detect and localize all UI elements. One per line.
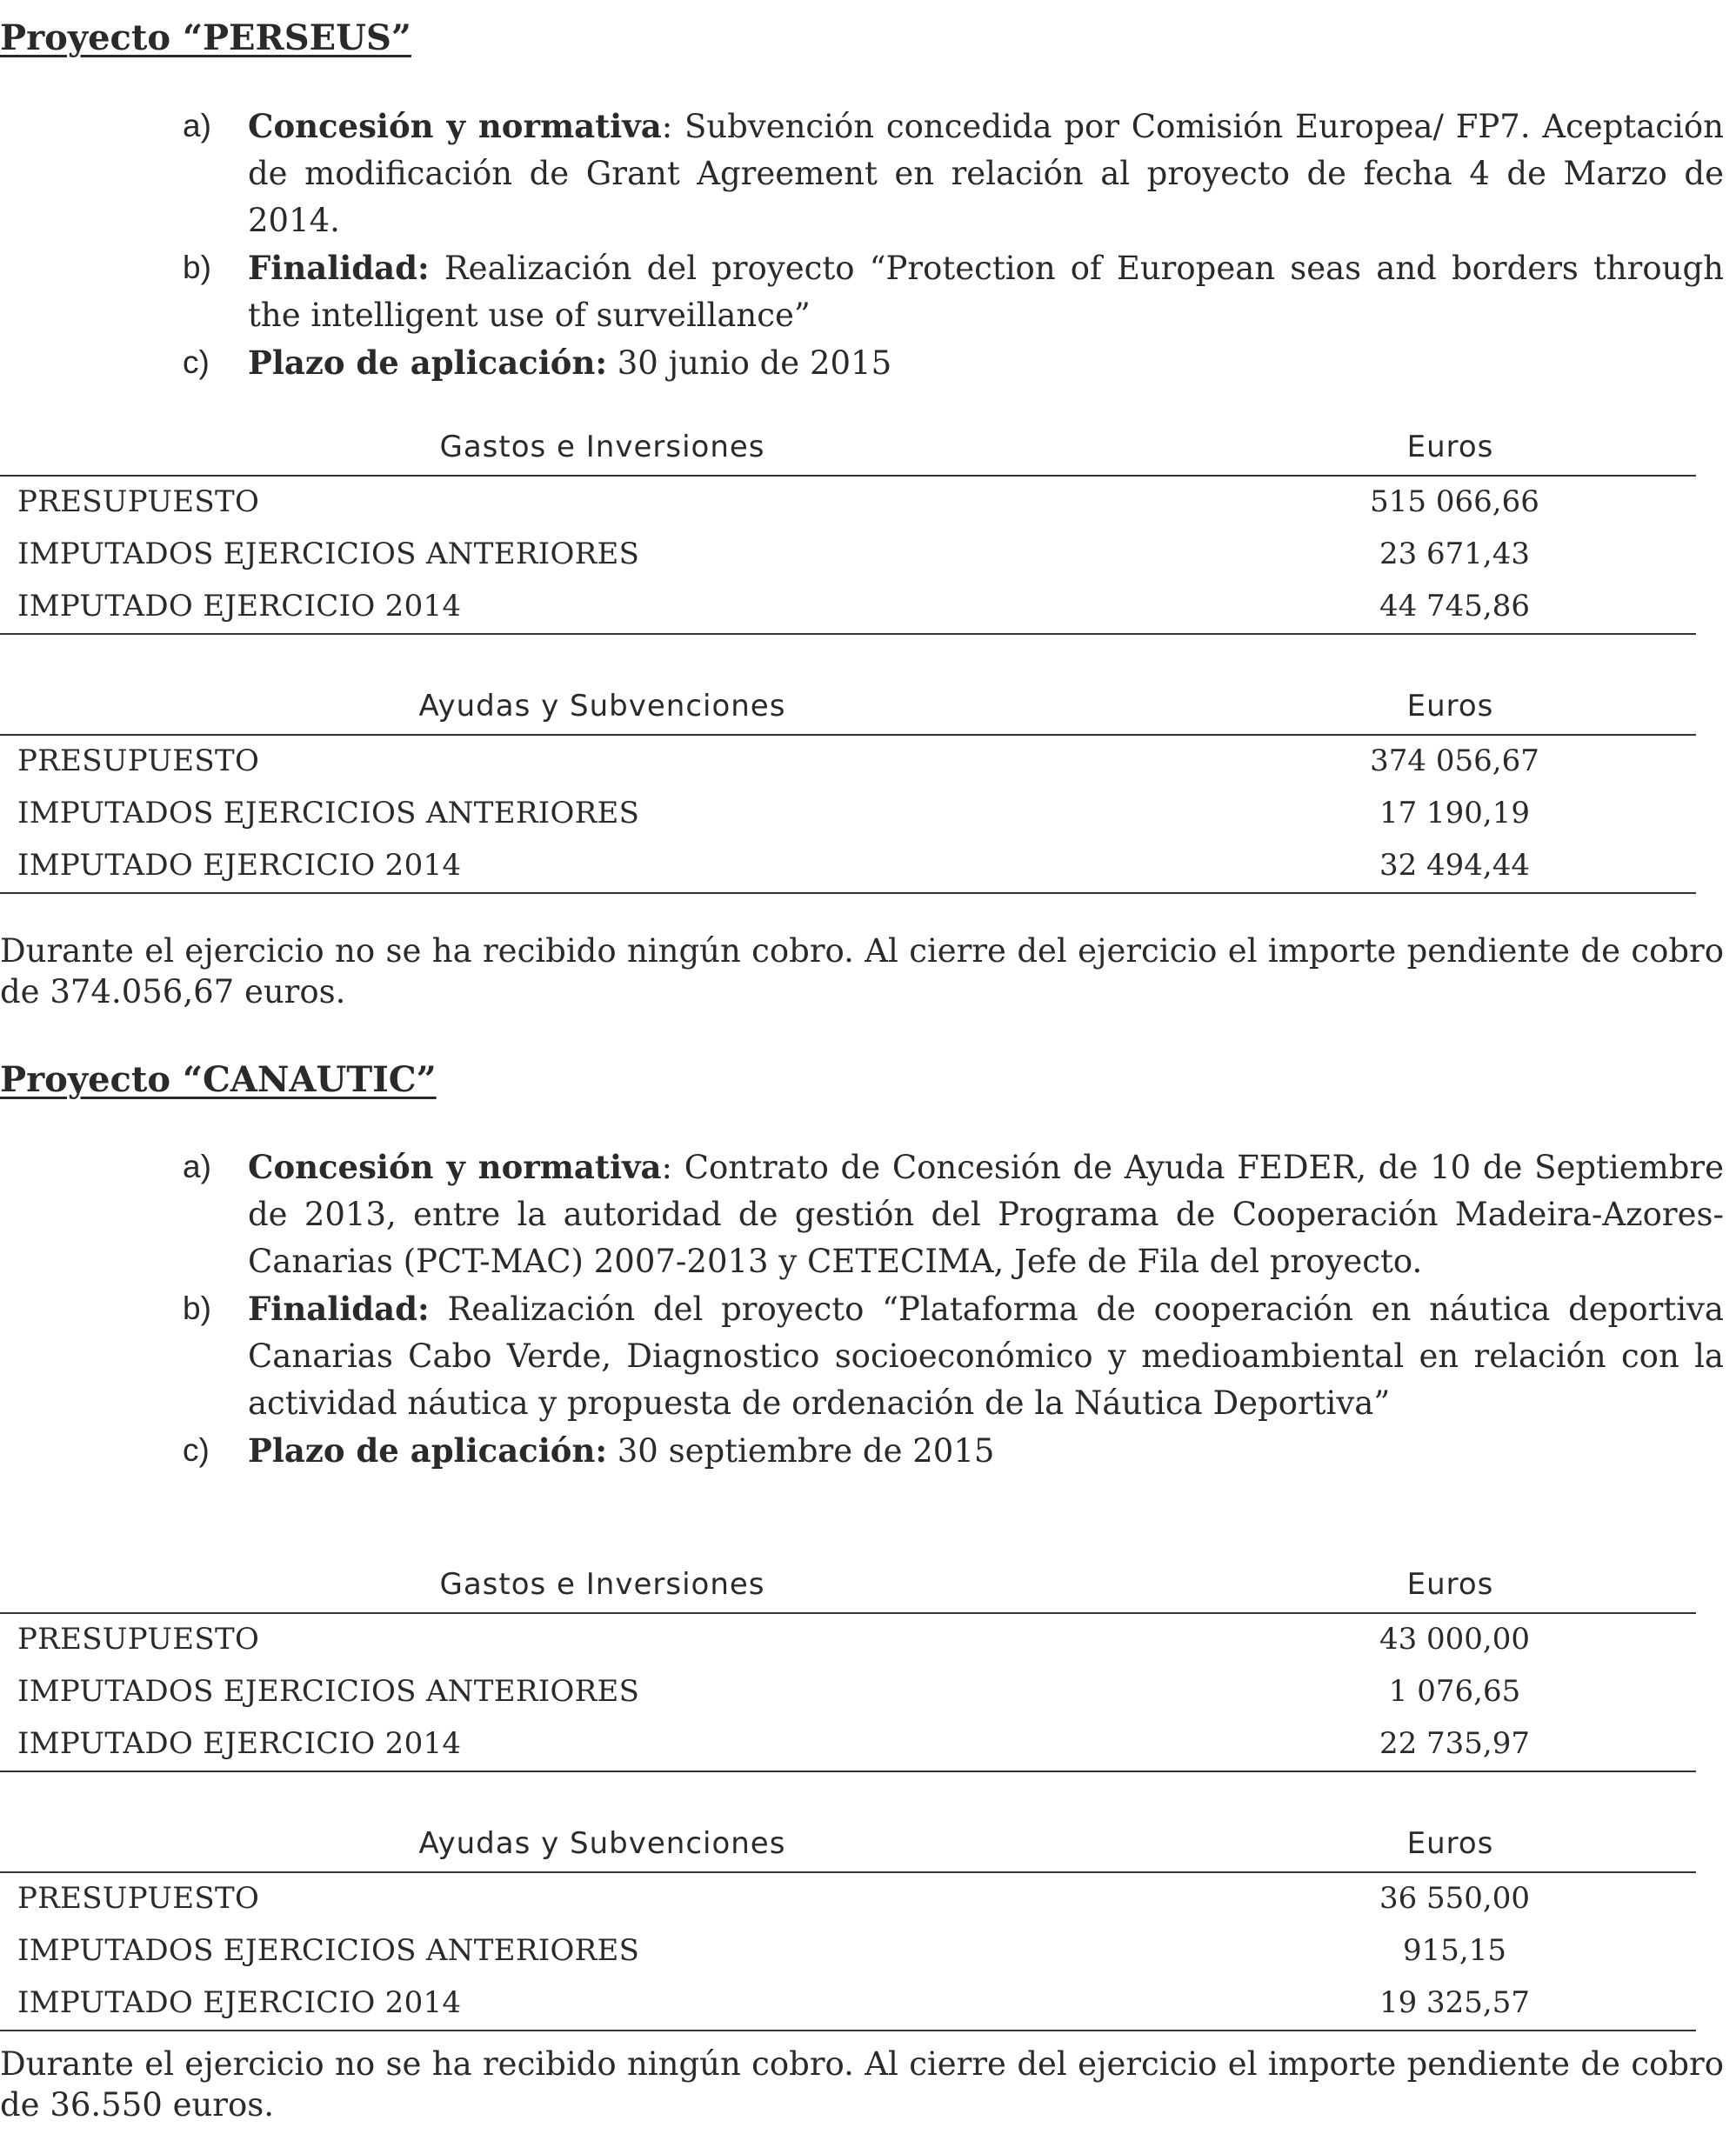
table-row <box>0 529 1696 581</box>
detail-item-finalidad <box>183 1285 1724 1427</box>
item-separator: : <box>661 1149 684 1186</box>
table-row <box>0 1666 1696 1718</box>
row-label: IMPUTADO EJERCICIO 2014 <box>17 1726 462 1761</box>
row-value: 19 325,57 <box>1379 1985 1531 2020</box>
item-text: Realización del proyecto “Protection of European seas and borders through the intelligent use of surveillance” <box>248 250 1724 334</box>
table-header-euros: Euros <box>1406 1826 1494 1861</box>
item-separator <box>607 1432 618 1470</box>
detail-item-concesion <box>183 1144 1724 1285</box>
row-value: 23 671,43 <box>1379 537 1531 571</box>
item-label: Plazo de aplicación: <box>248 343 607 382</box>
item-label: Concesión y normativa <box>248 107 662 145</box>
table-header-euros: Euros <box>1406 1567 1494 1602</box>
item-separator <box>430 250 444 287</box>
item-separator <box>430 1290 448 1328</box>
row-label: IMPUTADO EJERCICIO 2014 <box>17 1985 462 2020</box>
table-header-label: Ayudas y Subvenciones <box>418 689 786 724</box>
table-bottom-rule <box>0 1771 1696 1772</box>
table-row <box>0 477 1696 529</box>
row-label: IMPUTADOS EJERCICIOS ANTERIORES <box>17 796 640 830</box>
row-label: IMPUTADOS EJERCICIOS ANTERIORES <box>17 1674 640 1709</box>
table-row <box>0 1873 1696 1925</box>
row-value: 1 076,65 <box>1388 1674 1521 1709</box>
item-marker: c) <box>183 344 210 380</box>
table-header-label: Ayudas y Subvenciones <box>418 1826 786 1861</box>
detail-item-plazo <box>183 1427 1724 1475</box>
row-label: PRESUPUESTO <box>17 1881 260 1916</box>
table-header <box>0 684 1696 736</box>
row-value: 36 550,00 <box>1379 1881 1531 1916</box>
table-gastos-perseus <box>0 424 1696 635</box>
item-marker: b) <box>183 1290 211 1326</box>
table-header-euros: Euros <box>1406 689 1494 724</box>
row-value: 44 745,86 <box>1379 589 1531 624</box>
item-marker: c) <box>183 1432 210 1468</box>
item-label: Finalidad: <box>248 1290 430 1328</box>
row-value: 43 000,00 <box>1379 1622 1531 1657</box>
item-text: 30 junio de 2015 <box>617 344 892 382</box>
row-label: IMPUTADO EJERCICIO 2014 <box>17 848 462 883</box>
row-label: IMPUTADOS EJERCICIOS ANTERIORES <box>17 537 640 571</box>
item-label: Plazo de aplicación: <box>248 1431 607 1470</box>
item-label: Finalidad: <box>248 249 430 287</box>
table-gastos-canautic <box>0 1562 1696 1772</box>
row-value: 515 066,66 <box>1370 484 1539 519</box>
item-separator: : <box>661 108 684 145</box>
table-row <box>0 1718 1696 1771</box>
row-value: 374 056,67 <box>1370 744 1539 778</box>
cobro-note-perseus: Durante el ejercicio no se ha recibido ningún cobro. Al cierre del ejercicio el importe pendiente de cobro de 374.056,67 euros. <box>0 932 1724 1010</box>
table-header-label: Gastos e Inversiones <box>439 1567 765 1602</box>
cobro-note-canautic: Durante el ejercicio no se ha recibido ningún cobro. Al cierre del ejercicio el importe pendiente de cobro de 36.550 euros. <box>0 2045 1724 2124</box>
row-value: 22 735,97 <box>1379 1726 1531 1761</box>
table-bottom-rule <box>0 892 1696 894</box>
table-header <box>0 424 1696 477</box>
table-header <box>0 1562 1696 1614</box>
table-header-label: Gastos e Inversiones <box>439 430 765 464</box>
table-row <box>0 736 1696 788</box>
table-bottom-rule <box>0 2030 1696 2031</box>
row-label: PRESUPUESTO <box>17 744 260 778</box>
project-details-canautic <box>183 1144 1724 1475</box>
table-row <box>0 1614 1696 1666</box>
row-label: IMPUTADO EJERCICIO 2014 <box>17 589 462 624</box>
table-ayudas-perseus <box>0 684 1696 894</box>
row-label: IMPUTADOS EJERCICIOS ANTERIORES <box>17 1933 640 1968</box>
project-details-perseus <box>183 103 1724 387</box>
row-label: PRESUPUESTO <box>17 484 260 519</box>
item-marker: a) <box>183 108 211 143</box>
detail-item-finalidad <box>183 244 1724 339</box>
detail-item-plazo <box>183 339 1724 387</box>
row-value: 17 190,19 <box>1379 796 1531 830</box>
detail-item-concesion <box>183 103 1724 244</box>
item-marker: b) <box>183 250 211 285</box>
table-header-euros: Euros <box>1406 430 1494 464</box>
item-text: 30 septiembre de 2015 <box>617 1432 995 1470</box>
table-row <box>0 840 1696 892</box>
row-value: 915,15 <box>1403 1933 1506 1968</box>
table-header <box>0 1821 1696 1873</box>
item-text: Realización del proyecto “Plataforma de cooperación en náutica deportiva Canarias Cabo Verde, Diagnostico socioeconómico y medioambiental en relación con la actividad náutica y propuesta de ordenación de la Náutica Deportiva” <box>248 1290 1724 1422</box>
project-heading-perseus: Proyecto “PERSEUS” <box>0 17 411 58</box>
item-label: Concesión y normativa <box>248 1148 662 1186</box>
project-heading-canautic: Proyecto “CANAUTIC” <box>0 1059 437 1100</box>
item-marker: a) <box>183 1149 211 1184</box>
table-bottom-rule <box>0 633 1696 635</box>
row-value: 32 494,44 <box>1379 848 1531 883</box>
item-text: Subvención concedida por Comisión Europea/ FP7. Aceptación de modificación de Grant Agreement en relación al proyecto de fecha 4 de Marzo de 2014. <box>248 108 1724 239</box>
table-ayudas-canautic <box>0 1821 1696 2031</box>
table-row <box>0 1925 1696 1977</box>
table-row <box>0 788 1696 840</box>
table-row <box>0 581 1696 633</box>
table-row <box>0 1977 1696 2030</box>
item-text: Contrato de Concesión de Ayuda FEDER, de 10 de Septiembre de 2013, entre la autoridad de gestión del Programa de Cooperación Madeira-Azores-Canarias (PCT-MAC) 2007-2013 y CETECIMA, Jefe de Fila del proyecto. <box>248 1149 1725 1280</box>
row-label: PRESUPUESTO <box>17 1622 260 1657</box>
item-separator <box>607 344 618 382</box>
